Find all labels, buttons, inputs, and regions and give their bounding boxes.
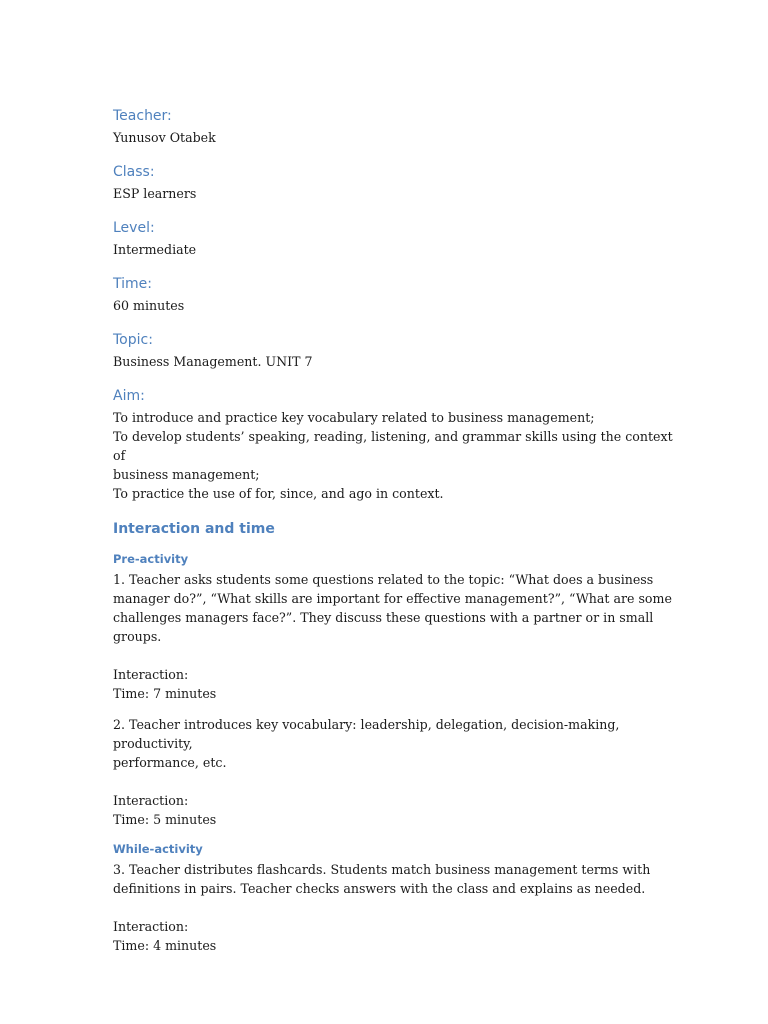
class-label: Class: xyxy=(113,164,155,180)
step-line: 3. Teacher distributes flashcards. Students match business management terms with xyxy=(113,862,651,877)
step-interaction: Interaction: xyxy=(113,793,189,808)
aim-field xyxy=(113,386,673,503)
interaction-section-title: Interaction and time xyxy=(113,521,275,537)
step-line: 2. Teacher introduces key vocabulary: leadership, delegation, decision-making, productivity, xyxy=(113,717,620,751)
time-value: 60 minutes xyxy=(113,298,185,313)
aim-line: To develop students’ speaking, reading, listening, and grammar skills using the context of xyxy=(113,429,673,463)
while-activity-label: While-activity xyxy=(113,842,203,856)
step-line: performance, etc. xyxy=(113,755,227,770)
pre-activity-label: Pre-activity xyxy=(113,552,189,566)
pre-activity-section xyxy=(113,551,673,829)
level-field xyxy=(113,218,673,259)
step-time: Time: 5 minutes xyxy=(113,812,217,827)
aim-line: To introduce and practice key vocabulary related to business management; xyxy=(113,410,595,425)
aim-line: To practice the use of for, since, and ago in context. xyxy=(113,486,444,501)
step-line: challenges managers face?”. They discuss these questions with a partner or in small groups. xyxy=(113,610,654,644)
step-time: Time: 7 minutes xyxy=(113,686,217,701)
class-value: ESP learners xyxy=(113,186,197,201)
teacher-value: Yunusov Otabek xyxy=(113,130,216,145)
activity-step xyxy=(113,860,673,955)
step-interaction: Interaction: xyxy=(113,667,189,682)
topic-label: Topic: xyxy=(113,332,153,348)
teacher-field xyxy=(113,106,673,147)
step-interaction: Interaction: xyxy=(113,919,189,934)
time-field xyxy=(113,274,673,315)
topic-value: Business Management. UNIT 7 xyxy=(113,354,313,369)
aim-label: Aim: xyxy=(113,388,145,404)
time-label: Time: xyxy=(113,276,152,292)
step-line: 1. Teacher asks students some questions related to the topic: “What does a business xyxy=(113,572,654,587)
step-line: manager do?”, “What skills are important for effective management?”, “What are some xyxy=(113,591,672,606)
step-line: definitions in pairs. Teacher checks answers with the class and explains as needed. xyxy=(113,881,646,896)
topic-field xyxy=(113,330,673,371)
teacher-label: Teacher: xyxy=(113,108,172,124)
aim-line: business management; xyxy=(113,467,260,482)
activity-step xyxy=(113,715,673,829)
level-label: Level: xyxy=(113,220,155,236)
lesson-plan-document xyxy=(113,106,673,955)
level-value: Intermediate xyxy=(113,242,197,257)
class-field xyxy=(113,162,673,203)
activity-step xyxy=(113,570,673,703)
while-activity-section xyxy=(113,841,673,955)
step-time: Time: 4 minutes xyxy=(113,938,217,953)
